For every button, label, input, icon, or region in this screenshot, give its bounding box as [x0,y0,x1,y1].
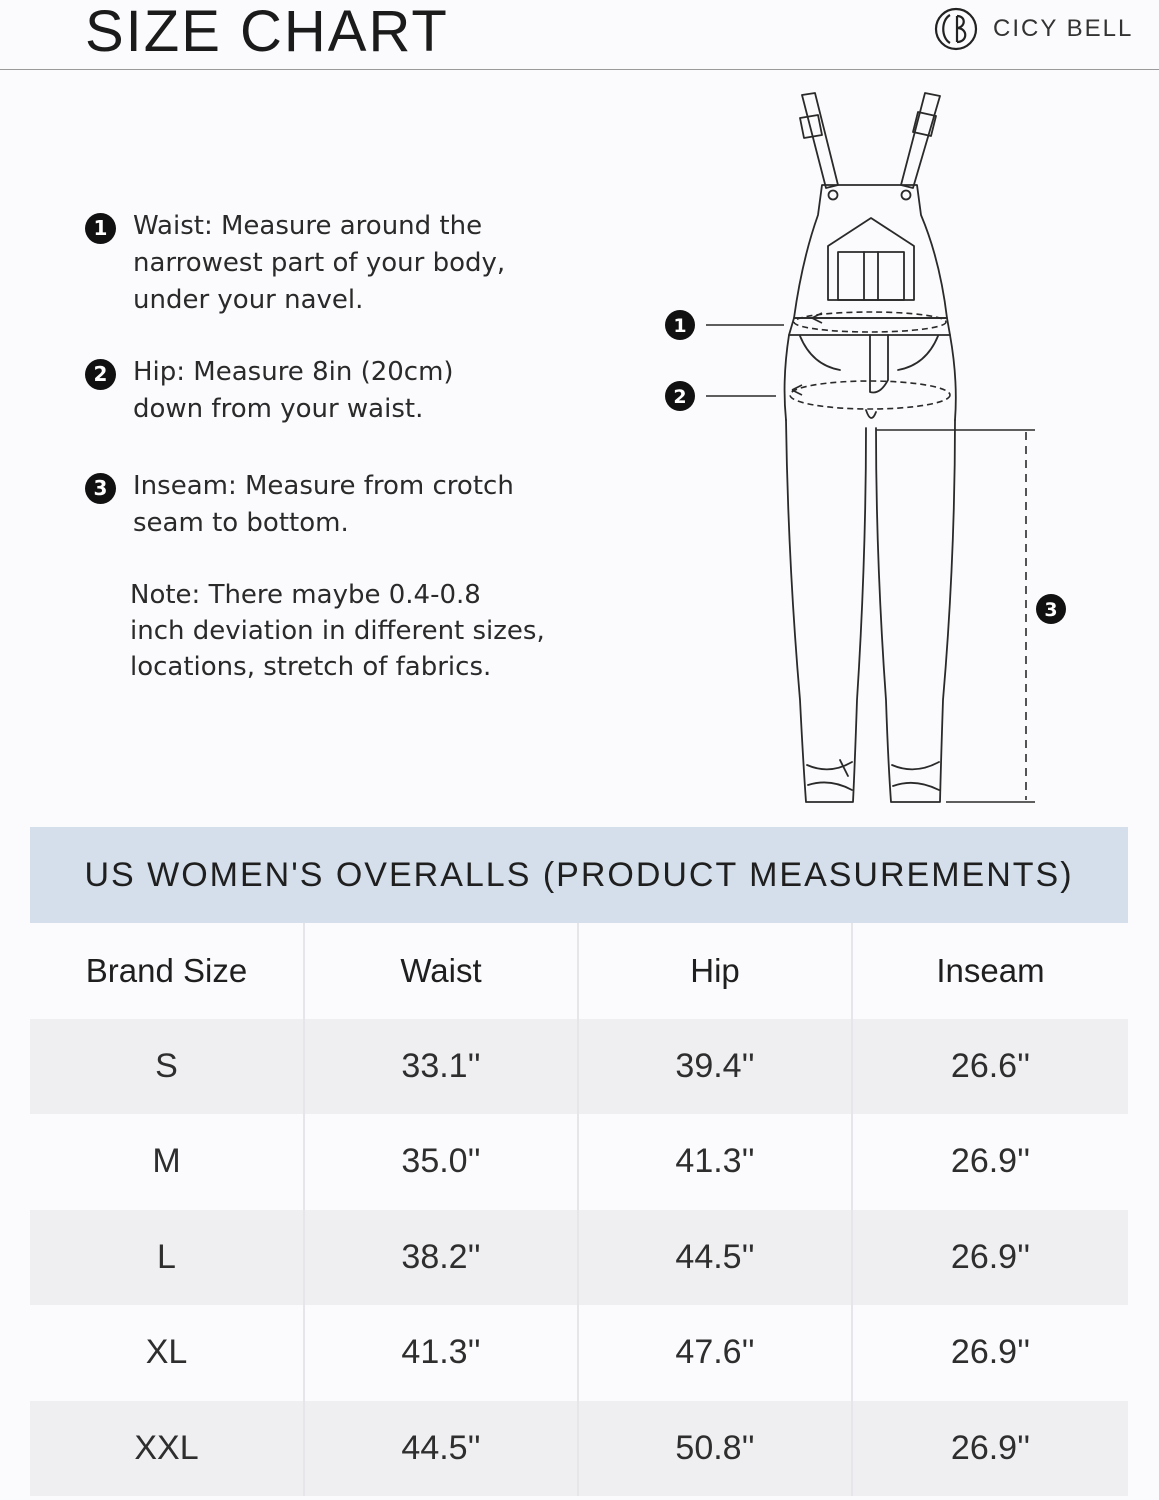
table-row [30,1305,1128,1401]
marker-1-icon [665,310,695,340]
step-3-badge: 3 [85,473,116,504]
table-title-band [30,827,1128,923]
column-header-waist: Waist [304,923,578,1019]
cell-inseam: 26.9'' [852,1210,1128,1306]
column-header-brand-size: Brand Size [30,923,304,1019]
instruction-text: Waist: Measure around the narrowest part of your body, under your navel. [133,211,506,315]
cell-waist: 33.1'' [304,1019,578,1115]
cell-hip: 47.6'' [578,1305,852,1401]
step-1-badge: 1 [85,213,116,244]
table-row [30,1210,1128,1306]
cell-hip: 41.3'' [578,1114,852,1210]
table-header-row [30,923,1128,1019]
brand-logo-icon [933,6,981,52]
cell-size: M [30,1114,304,1210]
cell-waist: 41.3'' [304,1305,578,1401]
cell-inseam: 26.9'' [852,1401,1128,1497]
cell-hip: 44.5'' [578,1210,852,1306]
size-table [30,923,1128,1496]
cell-inseam: 26.9'' [852,1305,1128,1401]
marker-3-icon [1036,594,1066,624]
marker-2-label: 2 [673,386,687,408]
table-row [30,1114,1128,1210]
cell-size: L [30,1210,304,1306]
cell-size: XL [30,1305,304,1401]
cell-inseam: 26.9'' [852,1114,1128,1210]
instruction-hip [85,354,454,428]
marker-2-icon [665,381,695,411]
table-row [30,1401,1128,1497]
overalls-diagram-icon [640,80,1100,820]
cell-size: XXL [30,1401,304,1497]
column-header-inseam: Inseam [852,923,1128,1019]
marker-3-label: 3 [1044,599,1058,621]
page-title: SIZE CHART [85,0,449,64]
cell-waist: 38.2'' [304,1210,578,1306]
table-title: US WOMEN'S OVERALLS (PRODUCT MEASUREMENTS) [84,855,1074,894]
cell-waist: 35.0'' [304,1114,578,1210]
marker-1-label: 1 [673,315,687,337]
table-row [30,1019,1128,1115]
brand-name: CICY BELL [993,15,1134,42]
header [0,0,1159,70]
cell-hip: 39.4'' [578,1019,852,1115]
instruction-waist [85,208,505,319]
cell-hip: 50.8'' [578,1401,852,1497]
step-2-badge: 2 [85,359,116,390]
cell-waist: 44.5'' [304,1401,578,1497]
cell-size: S [30,1019,304,1115]
brand [933,6,1133,52]
instruction-text: Inseam: Measure from crotch seam to bottom. [133,471,514,538]
column-header-hip: Hip [578,923,852,1019]
deviation-note: Note: There maybe 0.4-0.8 inch deviation in different sizes, locations, stretch of fabrics. [130,580,545,682]
cell-inseam: 26.6'' [852,1019,1128,1115]
instruction-text: Hip: Measure 8in (20cm) down from your waist. [133,357,454,424]
instruction-inseam [85,468,514,542]
